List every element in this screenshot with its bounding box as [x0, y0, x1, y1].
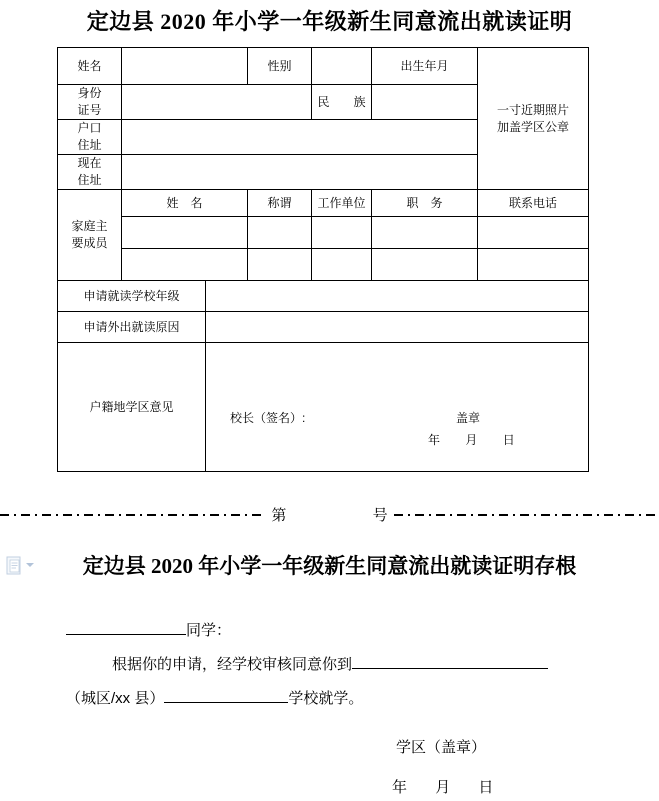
- family-cell-position[interactable]: [372, 249, 478, 281]
- date-day-label: 日: [502, 433, 516, 447]
- page-title: 定边县 2020 年小学一年级新生同意流出就读证明: [86, 9, 573, 34]
- stub-date-month-label: 月: [435, 779, 451, 796]
- table-row-apply-reason: [58, 312, 589, 343]
- family-header-workplace: 工作单位: [312, 190, 372, 217]
- family-cell-position[interactable]: [372, 217, 478, 249]
- photo-placeholder-cell: [478, 48, 589, 190]
- stub-student-name-blank[interactable]: [66, 617, 186, 635]
- stub-region-line: [0, 682, 659, 716]
- family-header-name: 姓 名: [122, 190, 248, 217]
- tear-dash-right: [394, 514, 659, 516]
- label-gender: 性别: [248, 48, 312, 85]
- seal-label: 盖章: [456, 411, 481, 425]
- date-year-label: 年: [428, 433, 442, 447]
- stub-destination-blank[interactable]: [352, 651, 548, 669]
- opinion-signature-block: [206, 359, 588, 455]
- label-current-line-1: 现在: [77, 156, 102, 170]
- stub-body: [0, 614, 659, 716]
- field-id-number[interactable]: [122, 85, 312, 120]
- family-header-phone: 联系电话: [478, 190, 589, 217]
- label-id-line-2: 证号: [77, 103, 102, 117]
- field-name[interactable]: [122, 48, 248, 85]
- label-hukou-address: [58, 120, 122, 155]
- label-family-line-2: 要成员: [71, 236, 108, 250]
- label-family-members: [58, 190, 122, 281]
- stub-approval-text: 根据你的申请，经学校审核同意你到: [112, 656, 353, 673]
- label-nation: 民 族: [312, 85, 372, 120]
- tear-line: [0, 503, 659, 527]
- family-cell-name[interactable]: [122, 217, 248, 249]
- field-hukou-address[interactable]: [122, 120, 478, 155]
- table-row-family-2: [58, 249, 589, 281]
- principal-signature-label: 校长（签名）:: [230, 411, 306, 425]
- family-cell-relation[interactable]: [248, 217, 312, 249]
- family-cell-phone[interactable]: [478, 249, 589, 281]
- stub-approval-line: [0, 648, 659, 682]
- table-row-district-opinion: [58, 343, 589, 472]
- serial-suffix: 号: [372, 506, 388, 524]
- date-month-label: 月: [465, 433, 479, 447]
- label-district-opinion: 户籍地学区意见: [58, 343, 206, 472]
- family-cell-workplace[interactable]: [312, 217, 372, 249]
- stub-region-suffix: 学校就学。: [288, 690, 364, 707]
- label-id-number: [58, 85, 122, 120]
- label-current-address: [58, 155, 122, 190]
- table-row-family-header: [58, 190, 589, 217]
- stub-salutation-line: [0, 614, 659, 648]
- table-row-name: [58, 48, 589, 85]
- family-header-relation: 称谓: [248, 190, 312, 217]
- table-row-family-1: [58, 217, 589, 249]
- field-apply-reason[interactable]: [206, 312, 589, 343]
- field-apply-school-grade[interactable]: [206, 281, 589, 312]
- stub-date-year-label: 年: [392, 779, 408, 796]
- stub-region-prefix: （城区/xx 县）: [66, 690, 165, 707]
- family-cell-name[interactable]: [122, 249, 248, 281]
- stub-date-day-label: 日: [478, 779, 494, 796]
- stub-school-blank[interactable]: [164, 685, 288, 703]
- stub-title: 定边县 2020 年小学一年级新生同意流出就读证明存根: [82, 554, 577, 578]
- family-cell-workplace[interactable]: [312, 249, 372, 281]
- family-header-position: 职 务: [372, 190, 478, 217]
- table-row-apply-school: [58, 281, 589, 312]
- photo-line-2: 加盖学区公章: [496, 119, 569, 134]
- label-id-line-1: 身份: [77, 86, 102, 100]
- label-family-line-1: 家庭主: [71, 219, 108, 233]
- family-cell-phone[interactable]: [478, 217, 589, 249]
- field-district-opinion[interactable]: [206, 343, 589, 472]
- label-apply-reason: 申请外出就读原因: [58, 312, 206, 343]
- label-name: 姓名: [58, 48, 122, 85]
- label-hukou-line-1: 户口: [77, 121, 102, 135]
- serial-prefix: 第: [271, 506, 287, 524]
- label-apply-school-grade: 申请就读学校年级: [58, 281, 206, 312]
- photo-line-1: 一寸近期照片: [496, 102, 569, 117]
- field-nation[interactable]: [372, 85, 478, 120]
- tear-dash-left: [0, 514, 265, 516]
- opinion-date-row: [428, 432, 516, 449]
- serial-number-label: [271, 504, 387, 527]
- label-current-line-2: 住址: [77, 173, 102, 187]
- label-birth-date: 出生年月: [372, 48, 478, 85]
- field-current-address[interactable]: [122, 155, 478, 190]
- certificate-table: [57, 47, 589, 472]
- family-cell-relation[interactable]: [248, 249, 312, 281]
- stub-salutation-suffix: 同学：: [186, 622, 232, 639]
- label-hukou-line-2: 住址: [77, 138, 102, 152]
- stub-date-row: [392, 776, 493, 797]
- stub-seal-label: 学区（盖章）: [396, 739, 487, 756]
- field-gender[interactable]: [312, 48, 372, 85]
